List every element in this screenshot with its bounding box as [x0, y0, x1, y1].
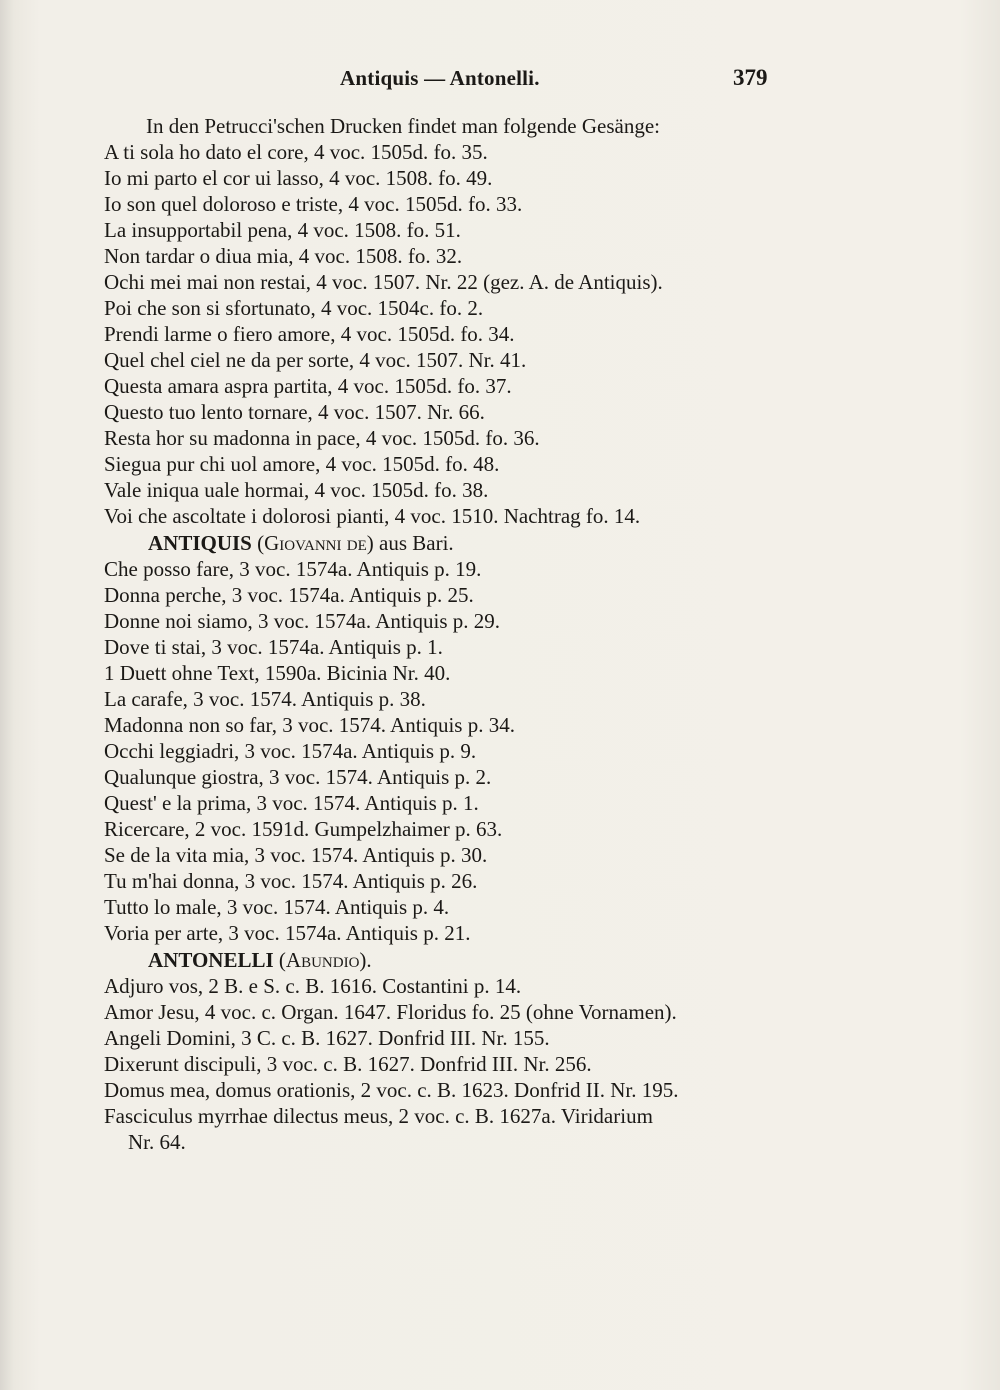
- list-item: Qualunque giostra, 3 voc. 1574. Antiquis p. 2.: [104, 765, 492, 789]
- list-item: Voi che ascoltate i dolorosi pianti, 4 voc. 1510. Nachtrag fo. 14.: [104, 504, 641, 528]
- list-item: Tutto lo male, 3 voc. 1574. Antiquis p. 4.: [104, 895, 450, 919]
- list-item: Che posso fare, 3 voc. 1574a. Antiquis p. 19.: [104, 557, 482, 581]
- list-item: Se de la vita mia, 3 voc. 1574. Antiquis p. 30.: [104, 843, 488, 867]
- page-number: 379: [733, 65, 768, 90]
- list-item: Voria per arte, 3 voc. 1574a. Antiquis p. 21.: [104, 921, 471, 945]
- composer-name: ANTIQUIS: [148, 531, 252, 555]
- list-item: Siegua pur chi uol amore, 4 voc. 1505d. fo. 48.: [104, 452, 500, 476]
- list-item: Io son quel doloroso e triste, 4 voc. 1505d. fo. 33.: [104, 192, 523, 216]
- list-item: Prendi larme o fiero amore, 4 voc. 1505d. fo. 34.: [104, 322, 515, 346]
- list-item: La carafe, 3 voc. 1574. Antiquis p. 38.: [104, 687, 426, 711]
- list-item: Quest' e la prima, 3 voc. 1574. Antiquis p. 1.: [104, 791, 479, 815]
- list-item: Madonna non so far, 3 voc. 1574. Antiquis p. 34.: [104, 713, 515, 737]
- composer-heading: [148, 947, 372, 973]
- list-item: Domus mea, domus orationis, 2 voc. c. B. 1623. Donfrid II. Nr. 195.: [104, 1078, 679, 1102]
- list-item: Resta hor su madonna in pace, 4 voc. 1505d. fo. 36.: [104, 426, 540, 450]
- list-item: A ti sola ho dato el core, 4 voc. 1505d. fo. 35.: [104, 140, 488, 164]
- list-item: Amor Jesu, 4 voc. c. Organ. 1647. Floridus fo. 25 (ohne Vornamen).: [104, 1000, 677, 1024]
- list-item: Vale iniqua uale hormai, 4 voc. 1505d. fo. 38.: [104, 478, 489, 502]
- page-header: [0, 66, 1000, 96]
- list-item: Poi che son si sfortunato, 4 voc. 1504c. fo. 2.: [104, 296, 484, 320]
- list-item: Quel chel ciel ne da per sorte, 4 voc. 1507. Nr. 41.: [104, 348, 527, 372]
- list-item: Ochi mei mai non restai, 4 voc. 1507. Nr. 22 (gez. A. de Antiquis).: [104, 270, 663, 294]
- list-item: Donna perche, 3 voc. 1574a. Antiquis p. 25.: [104, 583, 474, 607]
- list-item: 1 Duett ohne Text, 1590a. Bicinia Nr. 40.: [104, 661, 451, 685]
- list-item: Dixerunt discipuli, 3 voc. c. B. 1627. Donfrid III. Nr. 256.: [104, 1052, 592, 1076]
- list-item: Donne noi siamo, 3 voc. 1574a. Antiquis p. 29.: [104, 609, 501, 633]
- list-item: Questo tuo lento tornare, 4 voc. 1507. Nr. 66.: [104, 400, 485, 424]
- composer-given-name: (Giovanni de): [257, 531, 374, 555]
- list-item: Ricercare, 2 voc. 1591d. Gumpelzhaimer p. 63.: [104, 817, 503, 841]
- list-item: Io mi parto el cor ui lasso, 4 voc. 1508. fo. 49.: [104, 166, 493, 190]
- running-head: Antiquis — Antonelli.: [340, 66, 540, 90]
- list-item: Dove ti stai, 3 voc. 1574a. Antiquis p. 1.: [104, 635, 443, 659]
- composer-given-name: (Abundio).: [278, 948, 372, 972]
- list-item-continuation: Nr. 64.: [128, 1130, 186, 1154]
- composer-name: ANTONELLI: [148, 948, 274, 972]
- list-item: Tu m'hai donna, 3 voc. 1574. Antiquis p. 26.: [104, 869, 478, 893]
- list-item: Adjuro vos, 2 B. e S. c. B. 1616. Costantini p. 14.: [104, 974, 522, 998]
- list-item: Angeli Domini, 3 C. c. B. 1627. Donfrid III. Nr. 155.: [104, 1026, 550, 1050]
- list-item: Fasciculus myrrhae dilectus meus, 2 voc. c. B. 1627a. Viridarium: [104, 1104, 653, 1128]
- list-item: Occhi leggiadri, 3 voc. 1574a. Antiquis p. 9.: [104, 739, 477, 763]
- list-item: Non tardar o diua mia, 4 voc. 1508. fo. 32.: [104, 244, 463, 268]
- intro-line: In den Petrucci'schen Drucken findet man folgende Gesänge:: [146, 114, 661, 138]
- composer-origin: aus Bari.: [373, 531, 454, 555]
- list-item: Questa amara aspra partita, 4 voc. 1505d. fo. 37.: [104, 374, 512, 398]
- list-item: La insupportabil pena, 4 voc. 1508. fo. 51.: [104, 218, 461, 242]
- composer-heading: [148, 530, 454, 556]
